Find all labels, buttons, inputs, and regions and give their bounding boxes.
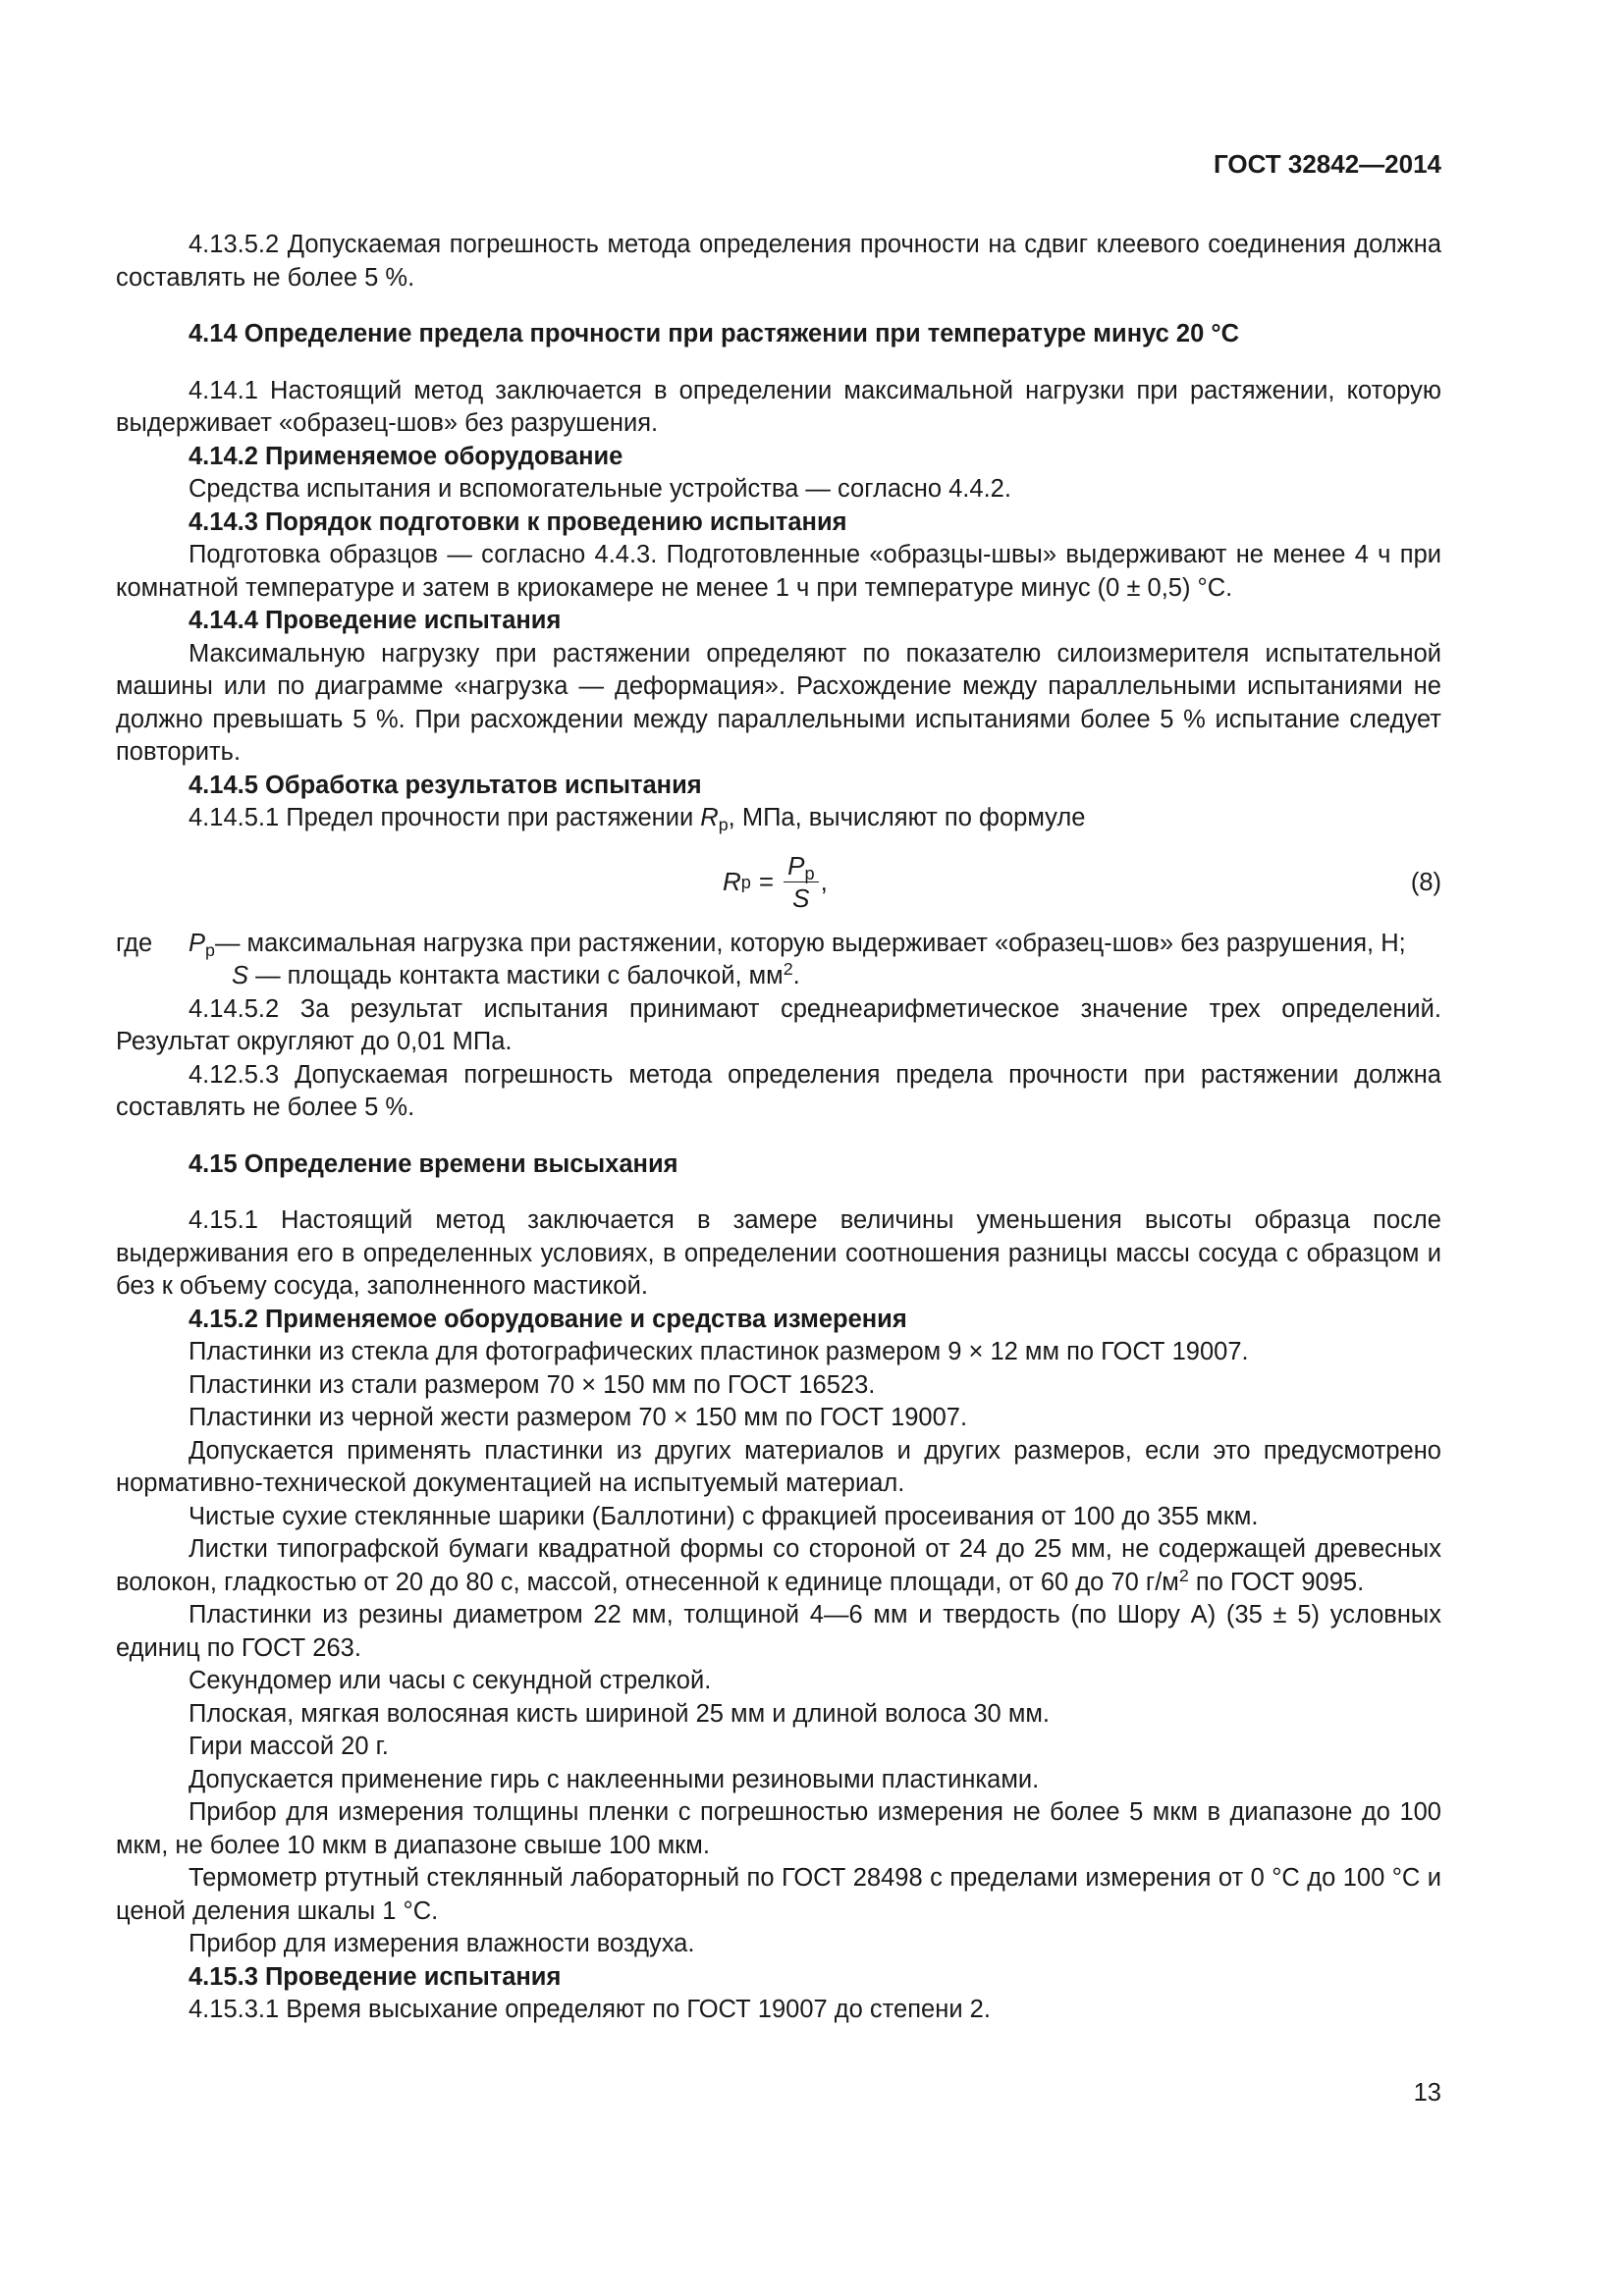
equipment-item: Пластинки из стали размером 70 × 150 мм по ГОСТ 16523.: [189, 1370, 876, 1399]
paragraph-text: , МПа, вычисляют по формуле: [728, 804, 1086, 831]
subsection-heading-4-14-2: 4.14.2 Применяемое оборудование: [189, 442, 623, 470]
paragraph-4-14-5-1: [116, 802, 1441, 835]
where-p-symbol: P: [189, 929, 206, 957]
paragraph-4-15-3-1: 4.15.3.1 Время высыхание определяют по ГОСТ 19007 до степени 2.: [189, 1996, 991, 2023]
formula-trailing-comma: ,: [820, 866, 828, 896]
denominator-symbol: S: [792, 883, 810, 913]
paragraph-4-12-5-3: 4.12.5.3 Допускаемая погрешность метода определения предела прочности при растяжении должна составлять не более 5 %.: [116, 1060, 1441, 1121]
subsection-heading-4-15-3: 4.15.3 Проведение испытания: [189, 1962, 562, 1991]
where-s-superscript: 2: [783, 959, 793, 979]
equipment-item-text-end: по ГОСТ 9095.: [1188, 1568, 1365, 1596]
formula-fraction: [784, 851, 818, 913]
where-s-symbol: S: [232, 962, 249, 989]
equipment-item: Пластинки из резины диаметром 22 мм, толщиной 4—6 мм и твердость (по Шору А) (35 ± 5) условных единиц по ГОСТ 263.: [116, 1601, 1441, 1662]
equipment-item: Прибор для измерения влажности воздуха.: [189, 1930, 695, 1957]
subsection-heading-4-14-5: 4.14.5 Обработка результатов испытания: [189, 771, 702, 799]
where-p-subscript: р: [205, 939, 215, 960]
symbol-subscript: р: [718, 815, 729, 834]
paragraph-4-15-1: 4.15.1 Настоящий метод заключается в замере величины уменьшения высоты образца после выдерживания его в определенных условиях, в определении соотношения разницы массы сосуда с образцом и без к объему сосуда, заполненного мастикой.: [116, 1206, 1441, 1300]
paragraph-4-14-3: Подготовка образцов — согласно 4.4.3. Подготовленные «образцы-швы» выдерживают не менее 4 ч при комнатной температуре и затем в криокамере не менее 1 ч при температуре минус (0 ± 0,5) °С.: [116, 541, 1441, 602]
formula-numerator: [784, 851, 818, 882]
formula-equals: =: [758, 866, 775, 896]
where-body: [189, 928, 1441, 961]
equipment-item: Плоская, мягкая волосяная кисть шириной 25 мм и длиной волоса 30 мм.: [189, 1699, 1050, 1728]
equipment-item: Прибор для измерения толщины пленки с погрешностью измерения не более 5 мкм в диапазоне до 100 мкм, не более 10 мкм в диапазоне свыше 100 мкм.: [116, 1798, 1441, 1859]
numerator-subscript: р: [804, 864, 815, 883]
where-clause: [116, 928, 1441, 961]
paragraph-4-14-1: 4.14.1 Настоящий метод заключается в определении максимальной нагрузки при растяжении, которую выдерживает «образец-шов» без разрушения.: [116, 376, 1441, 437]
equipment-item: Термометр ртутный стеклянный лабораторный по ГОСТ 28498 с пределами измерения от 0 °С до 100 °С и ценой деления шкалы 1 °С.: [116, 1864, 1441, 1925]
where-p-text: — максимальная нагрузка при растяжении, которую выдерживает «образец-шов» без разрушения, Н;: [214, 929, 1406, 957]
equipment-item: Гири массой 20 г.: [189, 1733, 389, 1760]
equipment-item-superscript: 2: [1178, 1565, 1189, 1585]
equipment-item: Секундомер или часы с секундной стрелкой.: [189, 1667, 712, 1694]
where-item-s: [116, 960, 1441, 993]
equipment-item: Допускается применение гирь с наклеенными резиновыми пластинками.: [189, 1765, 1040, 1793]
subsection-heading-4-14-4: 4.14.4 Проведение испытания: [189, 607, 562, 634]
section-heading-4-15: 4.15 Определение времени высыхания: [189, 1149, 678, 1178]
equipment-item: Пластинки из стекла для фотографических пластинок размером 9 × 12 мм по ГОСТ 19007.: [189, 1338, 1249, 1365]
formula-8: [116, 841, 1441, 924]
equipment-item: Чистые сухие стеклянные шарики (Баллотини) с фракцией просеивания от 100 до 355 мкм.: [189, 1502, 1259, 1530]
where-symbol: [189, 928, 215, 961]
where-label: где: [116, 929, 153, 957]
equipment-item-text: Листки типографской бумаги квадратной формы со стороной от 24 до 25 мм, не содержащей древесных волокон, гладкостью от 20 до 80 с, массой, отнесенной к единице площади, от 60 до 70 г/м: [116, 1535, 1441, 1596]
subsection-heading-4-15-2: 4.15.2 Применяемое оборудование и средства измерения: [189, 1305, 907, 1333]
where-s-text: — площадь контакта мастики с балочкой, мм: [248, 962, 784, 989]
formula-number: (8): [1410, 868, 1441, 896]
paragraph-4-14-2: Средства испытания и вспомогательные устройства — согласно 4.4.2.: [189, 475, 1011, 503]
section-heading-4-14: 4.14 Определение предела прочности при растяжении при температуре минус 20 °С: [189, 320, 1239, 347]
where-s-end: .: [792, 962, 800, 989]
symbol-r: R: [700, 804, 719, 831]
paragraph-4-13-5-2: 4.13.5.2 Допускаемая погрешность метода определения прочности на сдвиг клеевого соединения должна составлять не более 5 %.: [116, 231, 1441, 292]
subsection-heading-4-14-3: 4.14.3 Порядок подготовки к проведению испытания: [189, 507, 847, 536]
paragraph-text: 4.14.5.1 Предел прочности при растяжении: [189, 804, 701, 831]
equipment-item: Допускается применять пластинки из других материалов и других размеров, если это предусмотрено нормативно-технической документацией на испытуемый материал.: [116, 1436, 1441, 1497]
formula-expression: R р = $\frac{P_р}{S}$ ,: [723, 851, 828, 913]
page-number: 13: [1413, 2079, 1441, 2107]
equipment-item: Пластинки из черной жести размером 70 × 150 мм по ГОСТ 19007.: [189, 1404, 968, 1431]
where-item-p: [189, 928, 1441, 961]
numerator-symbol: P: [787, 851, 805, 881]
paragraph-4-14-4: Максимальную нагрузку при растяжении определяют по показателю силоизмерителя испытательной машины или по диаграмме «нагрузка — деформация». Расхождение между параллельными испытаниями не должно превышать 5 %. При расхождении между параллельными испытаниями более 5 % испытание следует повторить.: [116, 639, 1441, 766]
equipment-item: [116, 1533, 1441, 1599]
page-content: [116, 229, 1441, 2027]
document-code-header: ГОСТ 32842—2014: [1214, 149, 1441, 179]
formula-lhs: R: [723, 866, 741, 896]
formula-denominator: [792, 882, 809, 913]
paragraph-4-14-5-2: 4.14.5.2 За результат испытания принимают среднеарифметическое значение трех определений. Результат округляют до 0,01 МПа.: [116, 994, 1441, 1055]
